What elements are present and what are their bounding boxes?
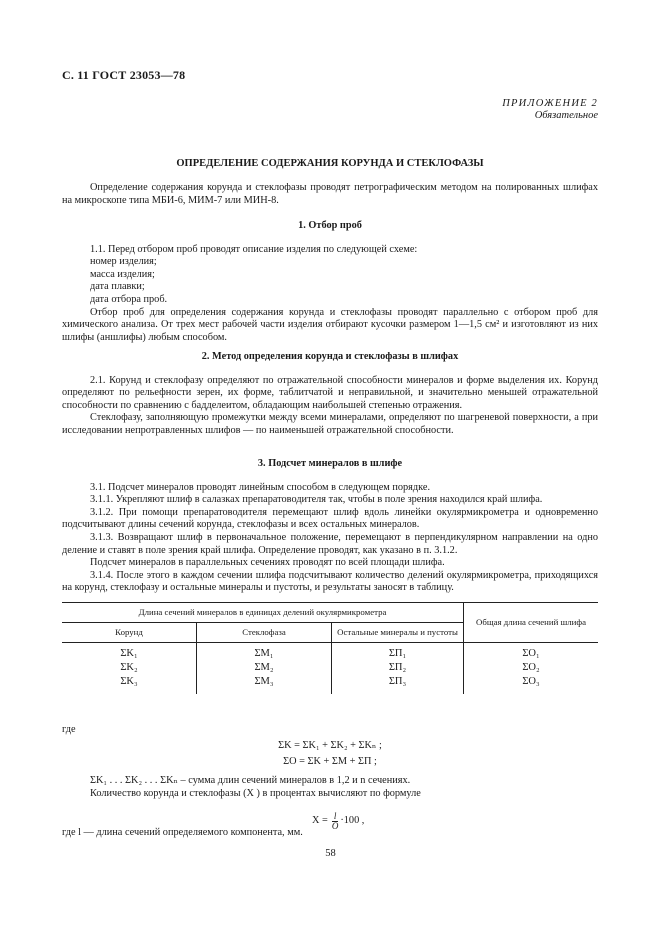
section-2-title: 2. Метод определения корунда и стеклофазы в шлифах [201,351,459,362]
section-1-title: 1. Отбор проб [298,220,362,231]
section-1-p2: Отбор проб для определения содержания корунда и стеклофазы проводят параллельно с отбором проб для химического анализа. От трех мест рабочей части изделия отбирают кусочки размером 1—1,5 см² и изготовляют из них шлифы (аншлифы) любым способом. [62,306,598,343]
section-3-p4: 3.1.3. Возвращают шлиф в первоначальное положение, перемещают в перпендикулярном направлении на одно деление и ставят в поле зрения край шлифа. Определение проводят, как указано в п. 3.1.2. [62,531,598,556]
table-cell: ΣO₁ [464,643,599,662]
section-3-p6: 3.1.4. После этого в каждом сечении шлифа подсчитывают количество делений окулярмикрометра, приходящихся на корунд, стеклофазу и остальные минералы и пустоты, и результаты заносят в таблицу. [62,569,598,594]
formula-x-denominator: O [331,821,339,831]
section-3-p5: Подсчет минералов в параллельных сечениях проводят по всей площади шлифа. [90,557,445,569]
list-item: номер изделия; [90,256,157,268]
table-cell: ΣП₂ [332,661,464,675]
sum-definition: ΣK₁ . . . ΣK₂ . . . ΣKₙ – сумма длин сечений минералов в 1,2 и n сечениях. [90,775,411,786]
table-row [62,661,598,675]
section-2-p2: Стеклофазу, заполняющую промежутки между всеми минералами, определяют по шагреневой поверхности, а при исследовании непротравленных шлифов — по наименьшей отражательной способности. [62,412,598,436]
table-cell: ΣO₂ [464,661,599,675]
l-definition: где l — длина сечений определяемого компонента, мм. [62,827,303,838]
page-title: ОПРЕДЕЛЕНИЕ СОДЕРЖАНИЯ КОРУНДА И СТЕКЛОФАЗЫ [176,158,484,169]
formula-sum-k: ΣK = ΣK₁ + ΣK₂ + ΣKₙ ; [278,740,382,751]
table-cell: ΣK₃ [120,676,138,687]
section-2 [62,351,598,438]
table-total-header: Общая длина сечений шлифа [464,603,599,643]
section-2-p1: 2.1. Корунд и стеклофазу определяют по отражательной способности минералов и форме выделения их. Корунд определяют по рельефности зерен, их форме, таблитчатой и неправильной, и значительно меньшей отражательной способности по сравнению с бадделеитом, обладающим наибольшей степенью отражения. [62,374,598,411]
table-row [62,675,598,694]
intro-paragraph [62,182,598,207]
table-cell: ΣO₃ [464,675,599,694]
table-cell: ΣK₁ [120,648,138,659]
section-1-p1: 1.1. Перед отбором проб проводят описание изделия по следующей схеме: [90,243,418,255]
table-col-glass: Стеклофаза [197,623,332,643]
table-cell: ΣM₃ [197,675,332,694]
table-cell: ΣM₁ [197,643,332,662]
section-1 [62,220,598,344]
section-3-p3: 3.1.2. При помощи препаратоводителя перемещают шлиф вдоль линейки окулярмикрометра и одновременно подсчитывают длины сечений корунда, стеклофазы и всех остальных минералов. [62,506,598,531]
quantity-text: Количество корунда и стеклофазы (X ) в процентах вычисляют по формуле [90,788,421,799]
section-3 [62,458,598,595]
formula-sum-o: ΣO = ΣK + ΣM + ΣП ; [283,756,377,767]
appendix-number: ПРИЛОЖЕНИЕ 2 [502,98,598,109]
formula-x-rhs: ·100 , [340,815,365,827]
appendix-status: Обязательное [534,110,598,121]
table-cell: ΣK₂ [120,662,138,673]
list-item: дата плавки; [90,281,145,293]
table-col-corundum: Корунд [62,623,197,643]
results-table [62,602,598,694]
table-row [62,643,598,662]
page-number: 58 [325,848,336,859]
table-cell: ΣM₂ [197,661,332,675]
section-3-p1: 3.1. Подсчет минералов проводят линейным способом в следующем порядке. [90,481,431,493]
formula-x-numerator: l [333,811,337,821]
table-col-other: Остальные минералы и пустоты [332,623,464,643]
table-cell: ΣП₃ [332,675,464,694]
where-label: где [62,724,76,735]
list-item: масса изделия; [90,268,155,280]
section-3-p2: 3.1.1. Укрепляют шлиф в салазках препаратоводителя так, чтобы в поле зрения находился край шлифа. [90,494,543,506]
table-cell: ΣП₁ [332,643,464,662]
intro-text: Определение содержания корунда и стеклофазы проводят петрографическим методом на полированных шлифах на микроскопе типа МБИ-6, МИМ-7 или МИН-8. [62,182,598,206]
list-item: дата отбора проб. [90,293,168,305]
formula-x-lhs: X = [312,815,328,827]
document-header: С. 11 ГОСТ 23053—78 [62,68,186,82]
section-3-title: 3. Подсчет минералов в шлифе [257,458,403,469]
appendix-label [502,98,598,122]
table-group-header: Длина сечений минералов в единицах делений окулярмикрометра [62,603,464,623]
